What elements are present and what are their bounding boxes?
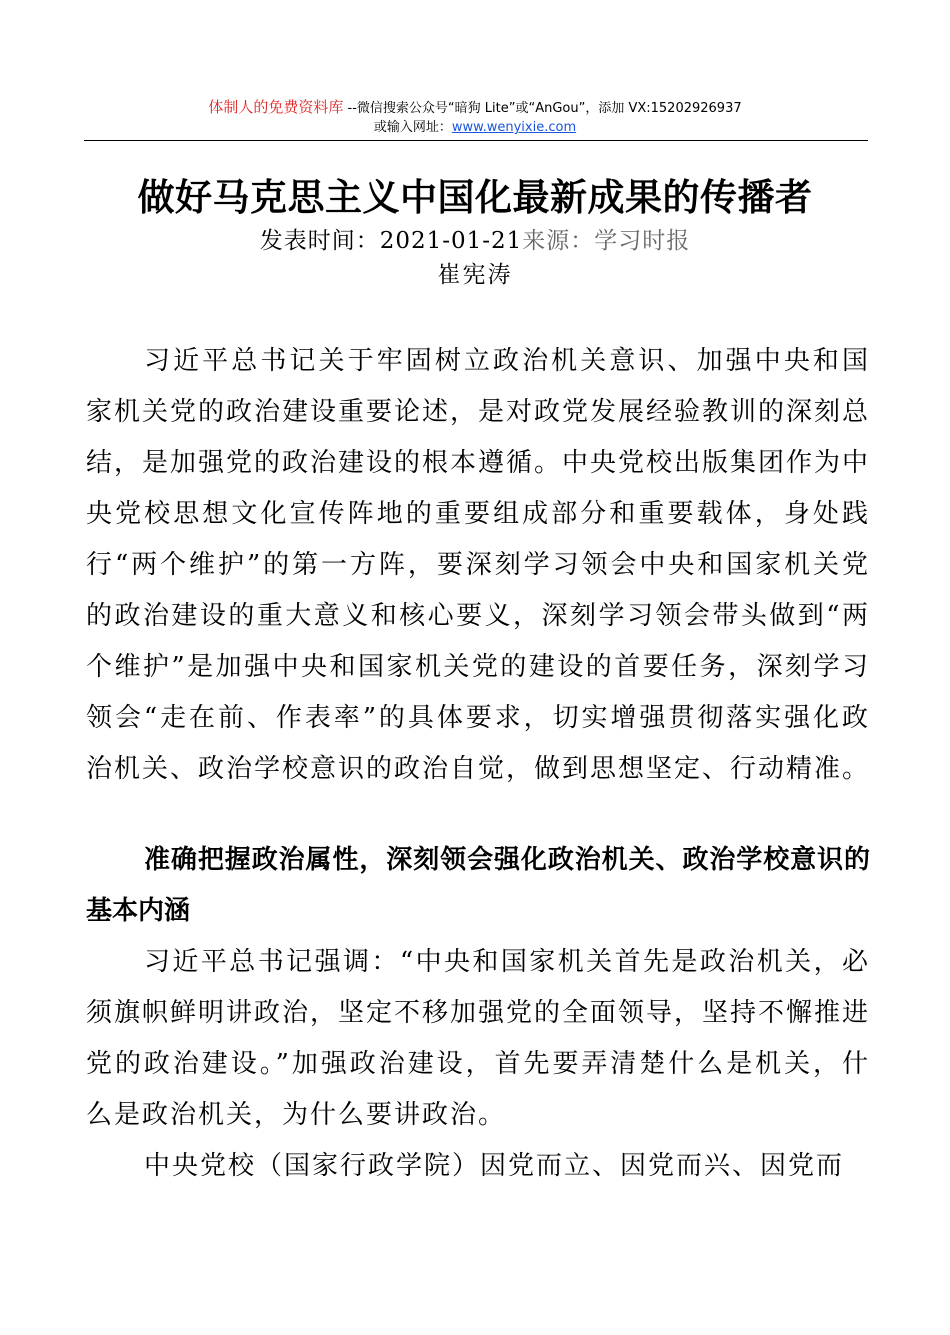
url-prefix: 或输入网址： <box>373 120 452 135</box>
paragraph: 习近平总书记强调：“中央和国家机关首先是政治机关，必须旗帜鲜明讲政治，坚定不移加强党的全面领导，坚持不懈推进党的政治建设。”加强政治建设，首先要弄清楚什么是机关，什么是政治机关，为什么要讲政治。 <box>86 947 871 1130</box>
article-source: 来源：学习时报 <box>522 228 691 254</box>
header-line-2 <box>0 118 950 137</box>
published-label: 发表时间： <box>259 228 380 254</box>
website-link[interactable]: www.wenyixie.com <box>451 120 577 135</box>
article-author: 崔宪涛 <box>437 262 513 288</box>
header-divider <box>84 140 868 141</box>
section-heading: 准确把握政治属性，深刻领会强化政治机关、政治学校意识的基本内涵 <box>86 845 870 926</box>
paragraph: 中央党校（国家行政学院）因党而立、因党而兴、因党而 <box>144 1151 845 1181</box>
page-header <box>0 98 950 137</box>
article-body <box>86 336 870 1192</box>
header-note: --微信搜索公众号“暗狗 Lite”或“AnGou”，添加 VX:15202926937 <box>343 101 742 116</box>
header-line-1 <box>0 98 950 118</box>
article-title: 做好马克思主义中国化最新成果的传播者 <box>137 176 813 219</box>
article-meta <box>0 224 950 258</box>
brand-name: 体制人的免费资料库 <box>208 98 344 116</box>
paragraph: 习近平总书记关于牢固树立政治机关意识、加强中央和国家机关党的政治建设重要论述，是对政党发展经验教训的深刻总结，是加强党的政治建设的根本遵循。中央党校出版集团作为中央党校思想文化宣传阵地的重要组成部分和重要载体，身处践行“两个维护”的第一方阵，要深刻学习领会中央和国家机关党的政治建设的重大意义和核心要义，深刻学习领会带头做到“两个维护”是加强中央和国家机关党的建设的首要任务，深刻学习领会“走在前、作表率”的具体要求，切实增强贯彻落实强化政治机关、政治学校意识的政治自觉，做到思想坚定、行动精准。 <box>86 346 871 784</box>
published-date: 2021-01-21 <box>379 228 523 254</box>
